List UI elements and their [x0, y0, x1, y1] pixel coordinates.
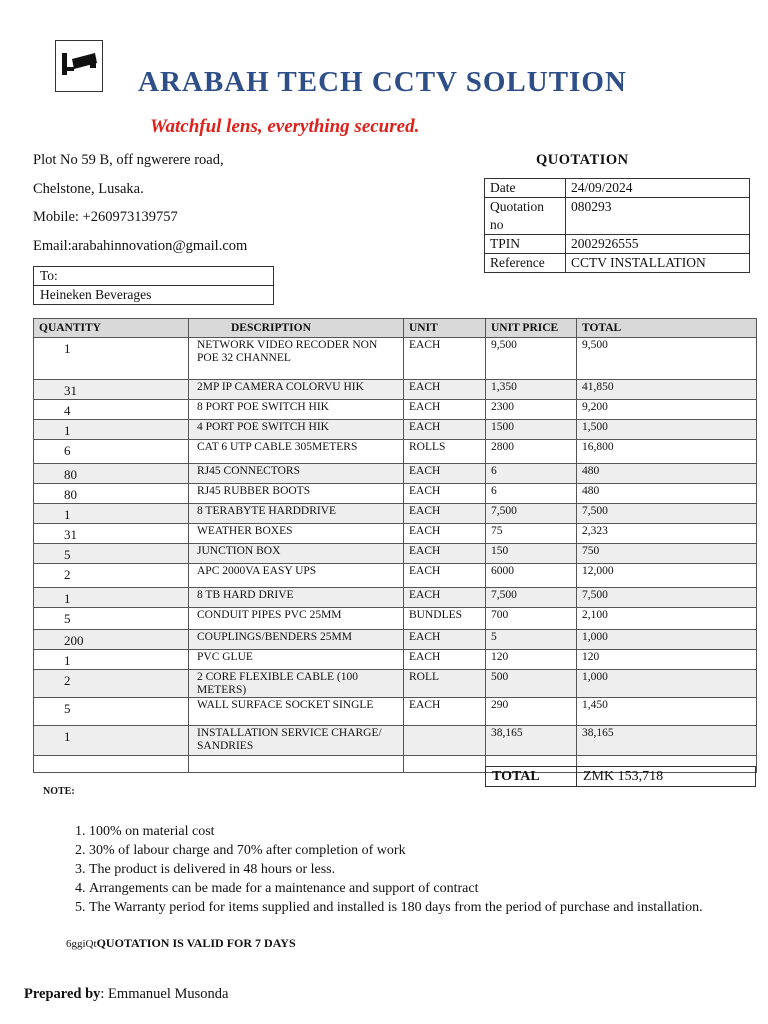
quotation-title: QUOTATION: [536, 152, 629, 168]
item-unit-price: 1,350: [486, 380, 577, 400]
total-value: ZMK 153,718: [577, 767, 756, 787]
item-description: 4 PORT POE SWITCH HIK: [189, 420, 404, 440]
item-description: APC 2000VA EASY UPS: [189, 564, 404, 588]
item-unit-price: 1500: [486, 420, 577, 440]
company-name: ARABAH TECH CCTV SOLUTION: [138, 66, 627, 98]
item-quantity: 31: [34, 524, 189, 544]
item-total: 16,800: [577, 440, 757, 464]
item-total: 480: [577, 464, 757, 484]
item-unit-price: 2800: [486, 440, 577, 464]
item-total: 120: [577, 650, 757, 670]
validity-note: [66, 936, 296, 951]
item-total: 2,323: [577, 524, 757, 544]
item-quantity: 5: [34, 544, 189, 564]
recipient-name: Heineken Beverages: [34, 286, 274, 305]
item-total: 1,500: [577, 420, 757, 440]
reference-row: [485, 254, 750, 273]
item-total: 38,165: [577, 726, 757, 756]
item-unit-price: 7,500: [486, 588, 577, 608]
grand-total-box: [485, 766, 756, 787]
validity-prefix: 6ggiQt: [66, 938, 97, 950]
item-total: 1,000: [577, 630, 757, 650]
item-description: RJ45 CONNECTORS: [189, 464, 404, 484]
item-quantity: 2: [34, 670, 189, 698]
table-row: [34, 420, 757, 440]
item-unit-price: 120: [486, 650, 577, 670]
item-unit-price: 290: [486, 698, 577, 726]
to-label: To:: [34, 267, 274, 286]
item-total: 7,500: [577, 588, 757, 608]
item-description: WEATHER BOXES: [189, 524, 404, 544]
note-item: 1. 100% on material cost: [89, 822, 729, 841]
item-quantity: 5: [34, 698, 189, 726]
item-unit-price: 5: [486, 630, 577, 650]
item-unit-price: 38,165: [486, 726, 577, 756]
item-total: 9,500: [577, 338, 757, 380]
company-slogan: Watchful lens, everything secured.: [150, 116, 420, 137]
notes-list: [66, 822, 729, 917]
table-row: [34, 400, 757, 420]
item-total: 2,100: [577, 608, 757, 630]
date-row: [485, 179, 750, 198]
note-item: 3. The product is delivered in 48 hours or less.: [89, 860, 729, 879]
recipient-box: [33, 266, 274, 305]
table-row: [34, 630, 757, 650]
note-item: 5. The Warranty period for items supplied and installed is 180 days from the period of purchase and installation.: [89, 898, 729, 917]
item-unit-price: 2300: [486, 400, 577, 420]
item-description: 8 PORT POE SWITCH HIK: [189, 400, 404, 420]
item-unit: EACH: [404, 400, 486, 420]
table-row: [34, 440, 757, 464]
total-label: TOTAL: [486, 767, 577, 787]
item-total: 12,000: [577, 564, 757, 588]
table-row: [34, 464, 757, 484]
item-quantity: 5: [34, 608, 189, 630]
item-description: WALL SURFACE SOCKET SINGLE: [189, 698, 404, 726]
item-description: 8 TERABYTE HARDDRIVE: [189, 504, 404, 524]
item-total: 41,850: [577, 380, 757, 400]
note-item: 2. 30% of labour charge and 70% after completion of work: [89, 841, 729, 860]
item-unit-price: 6: [486, 464, 577, 484]
reference-value: CCTV INSTALLATION: [566, 254, 750, 273]
item-description: CONDUIT PIPES PVC 25MM: [189, 608, 404, 630]
tpin-row: [485, 235, 750, 254]
item-unit-price: 7,500: [486, 504, 577, 524]
item-description: JUNCTION BOX: [189, 544, 404, 564]
item-unit: EACH: [404, 698, 486, 726]
item-unit-price: 150: [486, 544, 577, 564]
item-quantity: 31: [34, 380, 189, 400]
note-item: 4. Arrangements can be made for a maintenance and support of contract: [89, 879, 729, 898]
item-quantity: 1: [34, 420, 189, 440]
item-unit: [404, 756, 486, 773]
quotation-number-label: Quotation no: [485, 198, 566, 235]
address-line-2: Chelstone, Lusaka.: [33, 181, 144, 197]
col-header-total: TOTAL: [577, 319, 757, 338]
col-header-unit: UNIT: [404, 319, 486, 338]
quotation-number-row: [485, 198, 750, 235]
address-line-1: Plot No 59 B, off ngwerere road,: [33, 152, 224, 168]
item-total: 1,450: [577, 698, 757, 726]
tpin-label: TPIN: [485, 235, 566, 254]
item-unit: EACH: [404, 564, 486, 588]
item-quantity: 1: [34, 650, 189, 670]
item-total: 7,500: [577, 504, 757, 524]
table-row: [34, 726, 757, 756]
item-description: 8 TB HARD DRIVE: [189, 588, 404, 608]
table-row: [34, 608, 757, 630]
item-quantity: 200: [34, 630, 189, 650]
items-table: [33, 318, 757, 773]
item-unit: EACH: [404, 630, 486, 650]
table-row: [34, 380, 757, 400]
item-description: CAT 6 UTP CABLE 305METERS: [189, 440, 404, 464]
item-quantity: 1: [34, 338, 189, 380]
item-unit-price: 500: [486, 670, 577, 698]
table-row: [34, 544, 757, 564]
item-description: RJ45 RUBBER BOOTS: [189, 484, 404, 504]
item-unit-price: 6: [486, 484, 577, 504]
item-quantity: 80: [34, 464, 189, 484]
email-address: Email:arabahinnovation@gmail.com: [33, 238, 248, 254]
validity-text: QUOTATION IS VALID FOR 7 DAYS: [96, 936, 296, 950]
item-quantity: 1: [34, 726, 189, 756]
item-quantity: 4: [34, 400, 189, 420]
item-unit: EACH: [404, 650, 486, 670]
table-row: [34, 504, 757, 524]
reference-label: Reference: [485, 254, 566, 273]
table-row: [34, 338, 757, 380]
item-description: 2MP IP CAMERA COLORVU HIK: [189, 380, 404, 400]
cctv-camera-icon: [59, 51, 99, 81]
table-row: [34, 698, 757, 726]
prepared-by-name: : Emmanuel Musonda: [100, 986, 229, 1002]
item-unit: EACH: [404, 484, 486, 504]
item-description: 2 CORE FLEXIBLE CABLE (100 METERS): [189, 670, 404, 698]
item-unit: ROLLS: [404, 440, 486, 464]
item-description: NETWORK VIDEO RECODER NON POE 32 CHANNEL: [189, 338, 404, 380]
item-unit: BUNDLES: [404, 608, 486, 630]
item-quantity: 6: [34, 440, 189, 464]
quotation-details-table: [484, 178, 750, 273]
item-quantity: 80: [34, 484, 189, 504]
quotation-number-value: 080293: [566, 198, 750, 235]
item-unit-price: 700: [486, 608, 577, 630]
prepared-by: [24, 986, 228, 1003]
mobile-number: Mobile: +260973139757: [33, 209, 178, 225]
item-description: PVC GLUE: [189, 650, 404, 670]
table-row: [34, 484, 757, 504]
item-quantity: 1: [34, 588, 189, 608]
items-table-header: [34, 319, 757, 338]
item-unit: EACH: [404, 588, 486, 608]
item-unit: EACH: [404, 524, 486, 544]
item-description: [189, 756, 404, 773]
table-row: [34, 588, 757, 608]
item-description: COUPLINGS/BENDERS 25MM: [189, 630, 404, 650]
item-unit: EACH: [404, 338, 486, 380]
col-header-unit-price: UNIT PRICE: [486, 319, 577, 338]
table-row: [34, 670, 757, 698]
item-unit: EACH: [404, 380, 486, 400]
item-unit: ROLL: [404, 670, 486, 698]
date-label: Date: [485, 179, 566, 198]
item-total: 750: [577, 544, 757, 564]
company-logo: [55, 40, 103, 92]
col-header-quantity: QUANTITY: [34, 319, 189, 338]
item-unit: EACH: [404, 420, 486, 440]
note-label: NOTE:: [43, 786, 75, 797]
item-quantity: 1: [34, 504, 189, 524]
item-unit: [404, 726, 486, 756]
item-description: INSTALLATION SERVICE CHARGE/ SANDRIES: [189, 726, 404, 756]
item-unit-price: 75: [486, 524, 577, 544]
item-unit: EACH: [404, 464, 486, 484]
date-value: 24/09/2024: [566, 179, 750, 198]
item-unit-price: 9,500: [486, 338, 577, 380]
tpin-value: 2002926555: [566, 235, 750, 254]
table-row: [34, 564, 757, 588]
col-header-description: DESCRIPTION: [189, 319, 404, 338]
item-quantity: 2: [34, 564, 189, 588]
item-total: 1,000: [577, 670, 757, 698]
item-unit: EACH: [404, 544, 486, 564]
table-row: [34, 650, 757, 670]
item-total: 9,200: [577, 400, 757, 420]
item-unit: EACH: [404, 504, 486, 524]
item-unit-price: 6000: [486, 564, 577, 588]
table-row: [34, 524, 757, 544]
item-total: 480: [577, 484, 757, 504]
item-quantity: [34, 756, 189, 773]
prepared-by-label: Prepared by: [24, 986, 101, 1002]
